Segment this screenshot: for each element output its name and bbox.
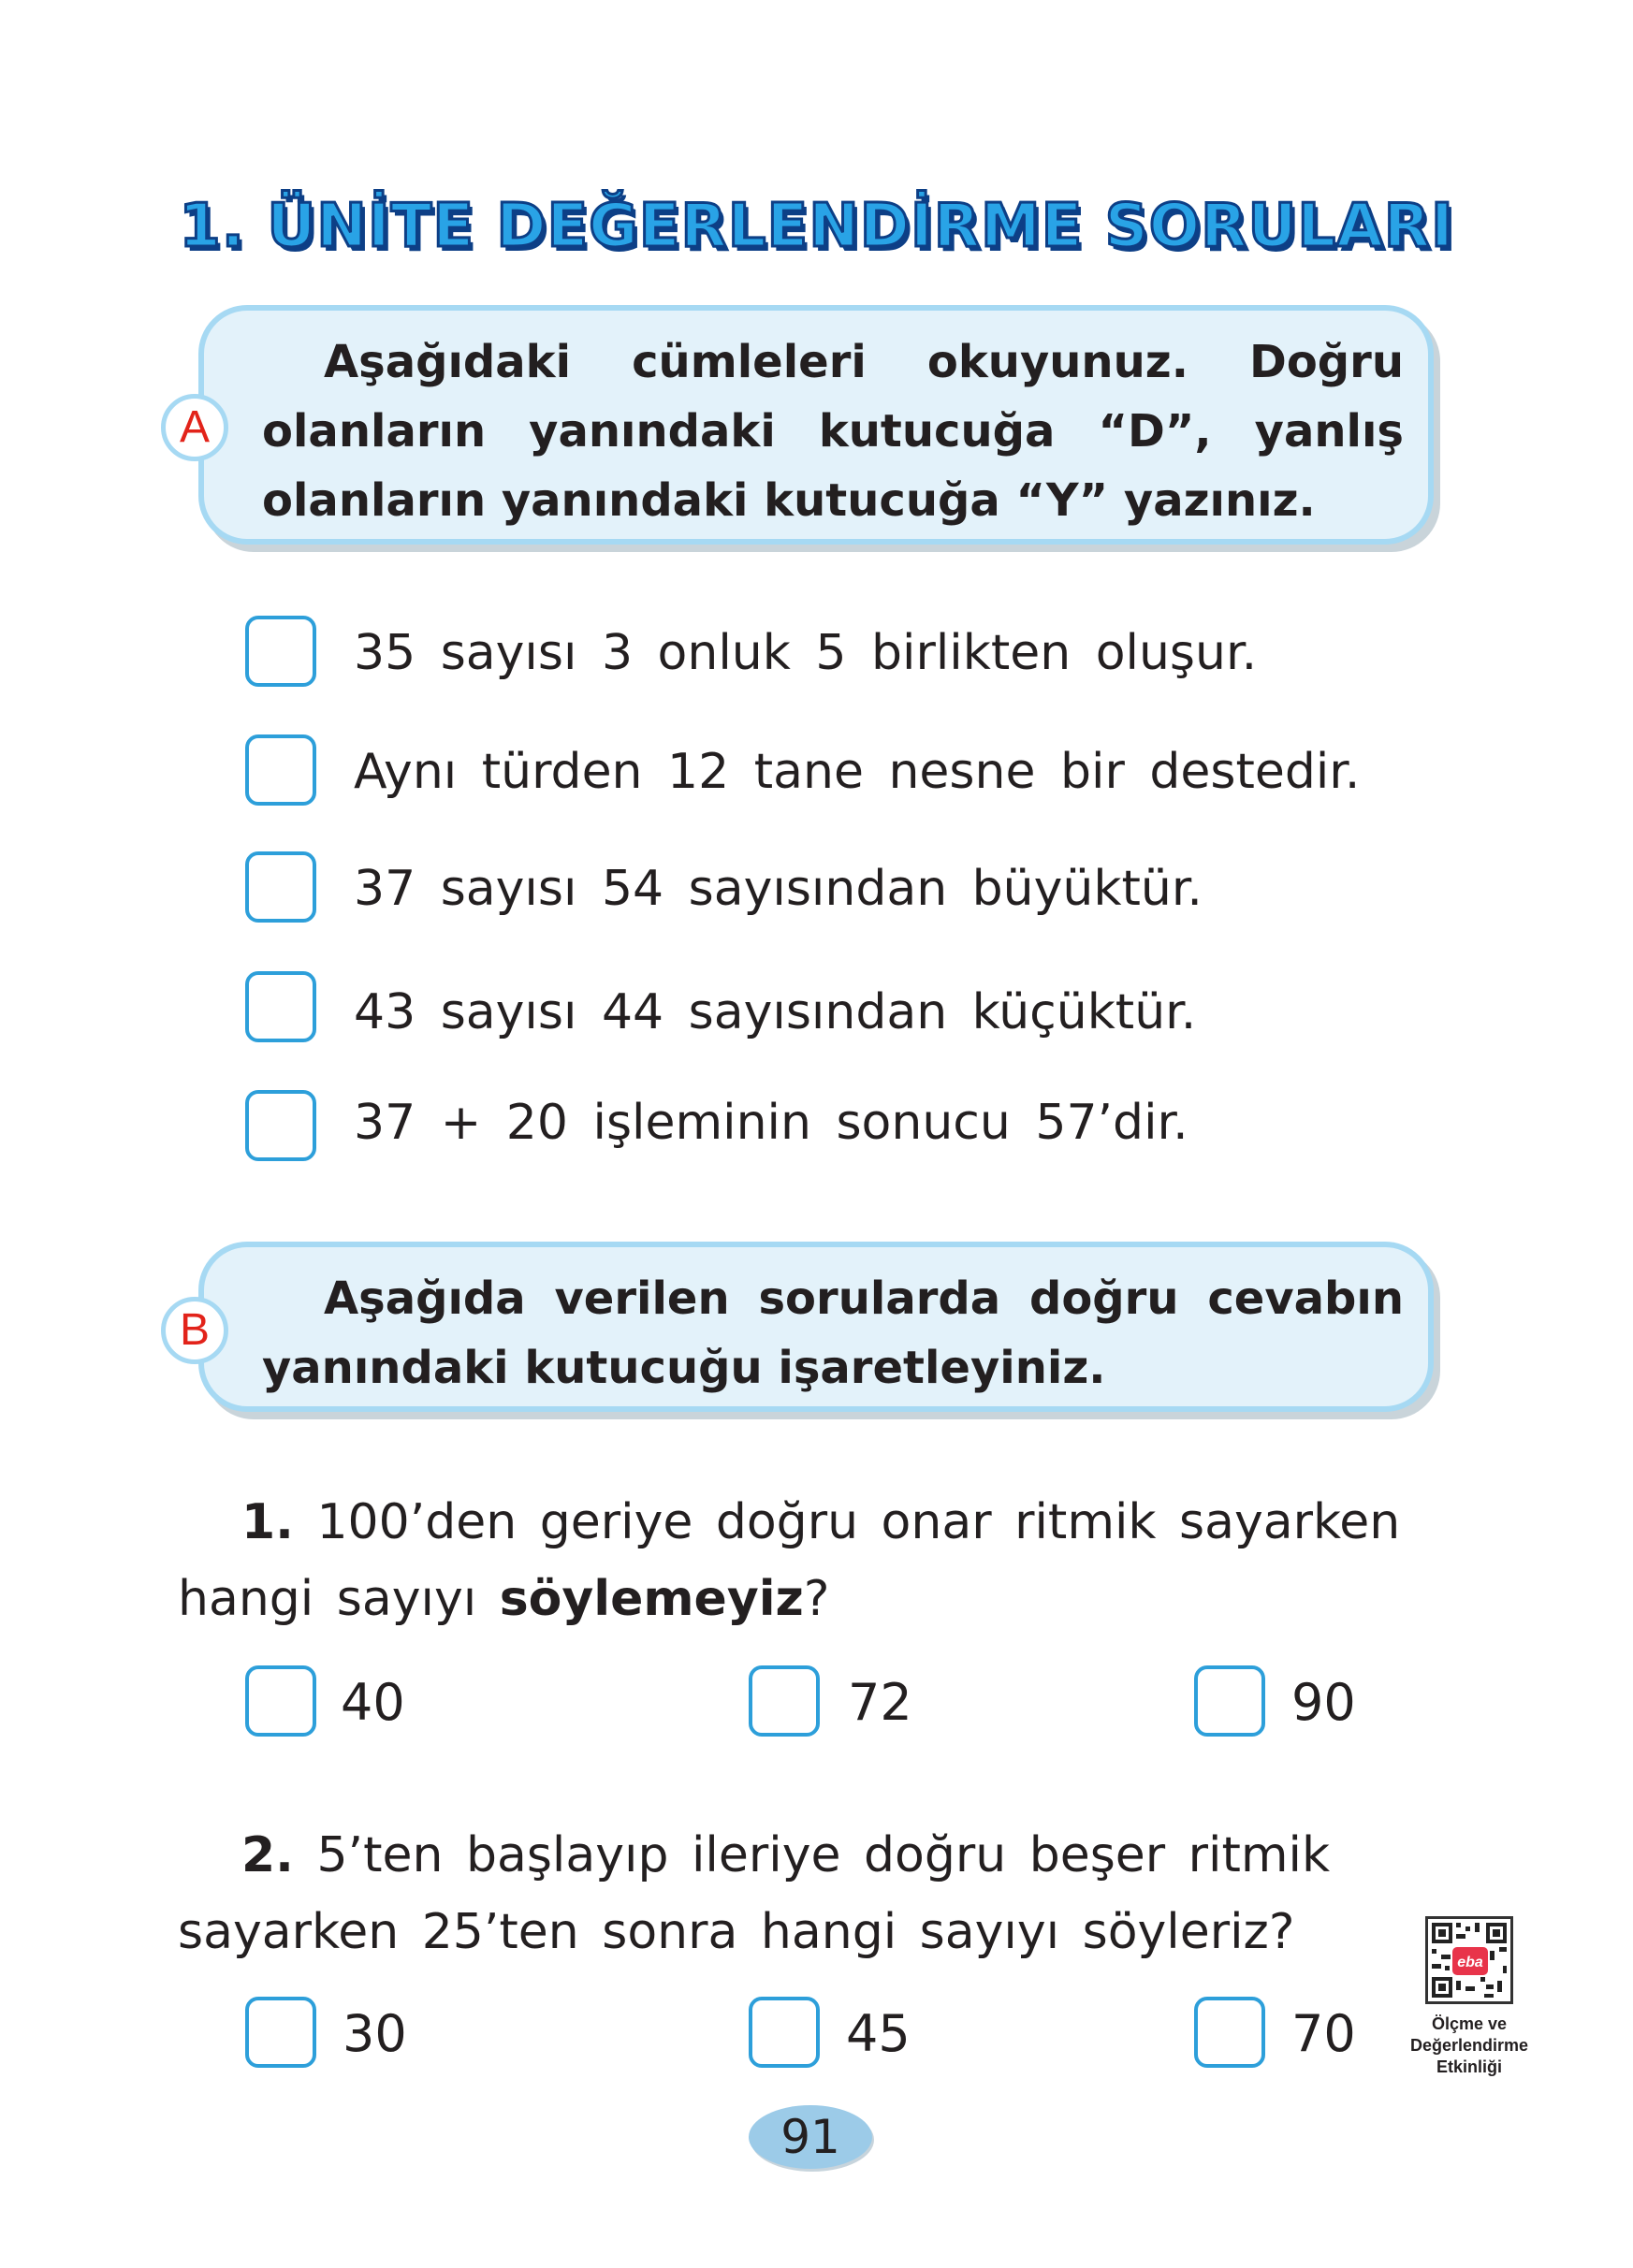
qr-badge-text: eba: [1457, 1955, 1483, 1970]
q2-option-3: 70: [1291, 2004, 1356, 2063]
q2-option-2: 45: [846, 2004, 911, 2063]
answer-box-a4[interactable]: [245, 971, 316, 1042]
q1-option-box-2[interactable]: [749, 1665, 820, 1737]
qr-caption: [1394, 2014, 1544, 2078]
qr-caption-line-2: Değerlendirme: [1409, 2036, 1529, 2055]
statement-1: 35 sayısı 3 onluk 5 birlikten oluşur.: [354, 625, 1258, 681]
section-b-instruction-text: Aşağıda verilen sorularda doğru cevabın yanındaki kutucuğu işaretleyiniz.: [262, 1272, 1404, 1394]
question-1: [178, 1484, 1432, 1637]
q2-option-1: 30: [343, 2004, 407, 2063]
q1-option-box-3[interactable]: [1194, 1665, 1265, 1737]
qr-code-icon: [1428, 1919, 1510, 2001]
question-1-end: ?: [803, 1571, 830, 1627]
question-2-number: 2.: [241, 1827, 294, 1883]
answer-box-a5[interactable]: [245, 1090, 316, 1161]
answer-box-a3[interactable]: [245, 851, 316, 923]
q2-option-box-2[interactable]: [749, 1997, 820, 2068]
section-a-instruction-text: Aşağıdaki cümleleri okuyunuz. Doğru olanların yanındaki kutucuğa “D”, yanlış olanların yanındaki kutucuğa “Y” yazınız.: [262, 336, 1404, 527]
section-a-letter: A: [161, 394, 228, 461]
section-a-instruction: [198, 305, 1434, 545]
statement-5: 37 + 20 işleminin sonucu 57’dir.: [354, 1095, 1188, 1151]
question-2: [178, 1817, 1404, 1970]
statement-2: Aynı türden 12 tane nesne bir destedir.: [354, 744, 1361, 800]
answer-box-a1[interactable]: [245, 616, 316, 687]
answer-box-a2[interactable]: [245, 734, 316, 806]
section-b-letter: B: [161, 1297, 228, 1364]
q1-option-3: 90: [1291, 1673, 1356, 1732]
q1-option-2: 72: [848, 1673, 912, 1732]
q2-option-box-1[interactable]: [245, 1997, 316, 2068]
question-1-text: 100’den geriye doğru onar ritmik sayarken hangi sayıyı: [178, 1494, 1401, 1627]
question-1-number: 1.: [241, 1494, 294, 1550]
qr-code[interactable]: [1425, 1916, 1513, 2004]
page-title: 1. ÜNİTE DEĞERLENDİRME SORULARI: [179, 192, 1454, 261]
statement-4: 43 sayısı 44 sayısından küçüktür.: [354, 984, 1197, 1040]
section-b-instruction: [198, 1242, 1434, 1412]
q1-option-1: 40: [341, 1673, 405, 1732]
question-2-text: 5’ten başlayıp ileriye doğru beşer ritmik sayarken 25’ten sonra hangi sayıyı söyleriz?: [178, 1827, 1331, 1960]
statement-3: 37 sayısı 54 sayısından büyüktür.: [354, 861, 1203, 917]
qr-caption-line-1: Ölçme ve: [1431, 2014, 1508, 2033]
qr-caption-line-3: Etkinliği: [1436, 2057, 1502, 2076]
question-1-emphasis: söylemeyiz: [499, 1571, 804, 1627]
page-number: 91: [749, 2105, 872, 2169]
q1-option-box-1[interactable]: [245, 1665, 316, 1737]
q2-option-box-3[interactable]: [1194, 1997, 1265, 2068]
